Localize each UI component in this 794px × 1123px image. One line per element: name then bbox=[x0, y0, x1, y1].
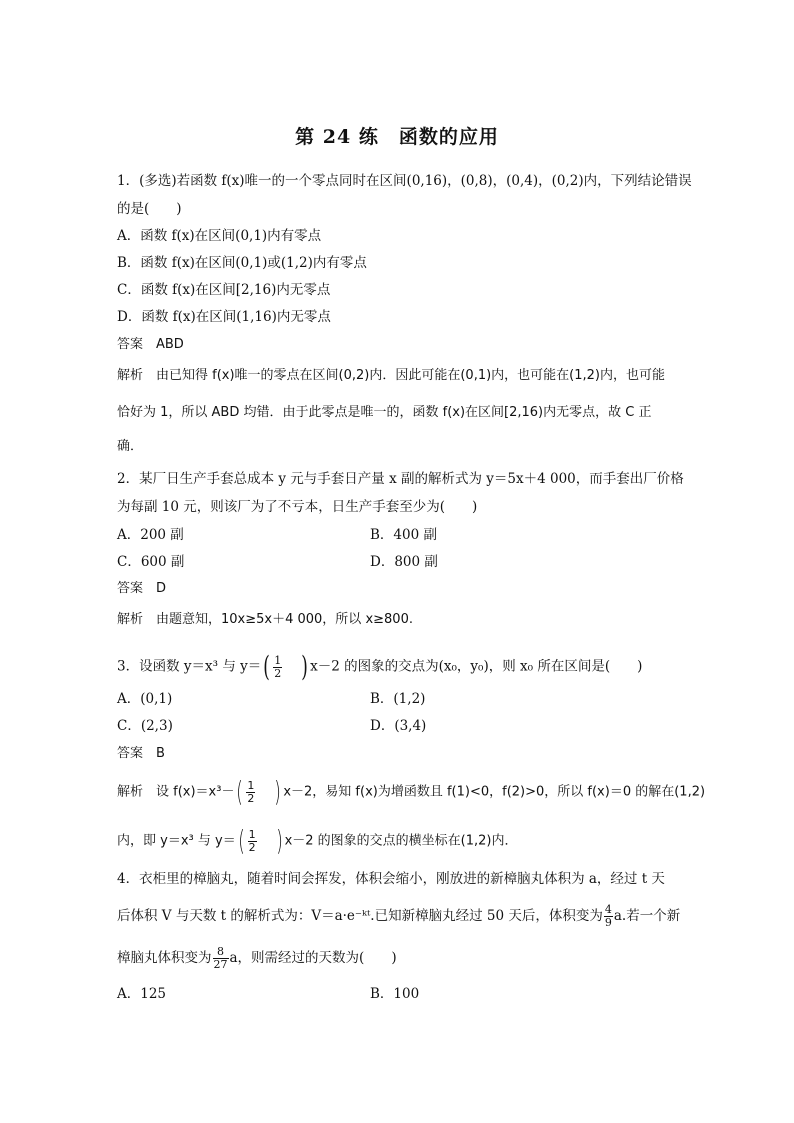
q3-explain1-fraction bbox=[246, 780, 255, 805]
q3-explain-line1 bbox=[117, 777, 705, 807]
q4-stem2-part2: a.若一个新 bbox=[613, 908, 681, 924]
fraction-numerator: 1 bbox=[274, 653, 282, 667]
q2-option-d: D．800 副 bbox=[370, 554, 438, 570]
left-paren: ( bbox=[236, 775, 244, 808]
q4-fraction-4-9 bbox=[604, 904, 613, 929]
q2-option-c: C．600 副 bbox=[117, 554, 185, 570]
q4-stem-line3 bbox=[117, 946, 397, 971]
q1-option-a: A．函数 f(x)在区间(0,1)内有零点 bbox=[117, 228, 322, 244]
q3-option-d: D．(3,4) bbox=[370, 718, 427, 734]
fraction-numerator: 1 bbox=[248, 827, 256, 841]
q2-option-a: A．200 副 bbox=[117, 527, 184, 543]
right-paren: ) bbox=[301, 650, 308, 683]
q3-explain1-part2: x－2，易知 f(x)为增函数且 f(1)<0，f(2)>0，所以 f(x)＝0 的解在(1,2) bbox=[283, 784, 706, 800]
left-paren: ( bbox=[263, 650, 270, 683]
fraction-numerator: 8 bbox=[213, 946, 229, 959]
q3-stem bbox=[117, 652, 642, 682]
q1-stem-line1: 1．(多选)若函数 f(x)唯一的一个零点同时在区间(0,16)，(0,8)，(0,4)，(0,2)内，下列结论错误 bbox=[117, 173, 692, 189]
q3-option-b: B．(1,2) bbox=[370, 691, 426, 707]
fraction-denominator: 2 bbox=[248, 840, 256, 854]
q3-option-a: A．(0,1) bbox=[117, 691, 173, 707]
q4-stem-line2 bbox=[117, 904, 680, 929]
q1-stem-line2: 的是( ) bbox=[117, 201, 182, 217]
q2-answer: 答案 D bbox=[117, 581, 167, 596]
q3-stem-part1: 3．设函数 y＝x³ 与 y＝ bbox=[117, 658, 262, 675]
page-title: 第 24 练 函数的应用 bbox=[295, 126, 499, 148]
q1-explain-line1: 解析 由已知得 f(x)唯一的零点在区间(0,2)内．因此可能在(0,1)内，也可能在(1,2)内，也可能 bbox=[117, 368, 666, 383]
q4-fraction-8-27 bbox=[213, 946, 229, 971]
q1-explain-line3: 确． bbox=[117, 439, 144, 454]
q1-option-b: B．函数 f(x)在区间(0,1)或(1,2)内有零点 bbox=[117, 255, 367, 271]
fraction-denominator: 9 bbox=[604, 916, 612, 929]
q4-option-b: B．100 bbox=[370, 986, 420, 1002]
q4-stem3-part1: 樟脑丸体积变为 bbox=[117, 950, 212, 966]
q3-explain1-part1: 解析 设 f(x)＝x³－ bbox=[117, 784, 235, 800]
fraction-denominator: 2 bbox=[247, 791, 255, 805]
q2-stem-line2: 为每副 10 元，则该厂为了不亏本，日生产手套至少为( ) bbox=[117, 499, 478, 515]
q3-option-c: C．(2,3) bbox=[117, 718, 173, 734]
q3-answer: 答案 B bbox=[117, 746, 165, 761]
fraction-denominator: 27 bbox=[213, 958, 228, 971]
q1-answer: 答案 ABD bbox=[117, 337, 184, 352]
q4-stem-line1: 4．衣柜里的樟脑丸，随着时间会挥发，体积会缩小，刚放进的新樟脑丸体积为 a，经过 t 天 bbox=[117, 871, 665, 887]
q3-explain2-part1: 内，即 y＝x³ 与 y＝ bbox=[117, 833, 236, 849]
q1-option-c: C．函数 f(x)在区间[2,16)内无零点 bbox=[117, 282, 331, 298]
fraction-numerator: 4 bbox=[604, 903, 612, 916]
fraction-numerator: 1 bbox=[247, 778, 255, 792]
q1-explain-line2: 恰好为 1，所以 ABD 均错．由于此零点是唯一的，函数 f(x)在区间[2,16)内无零点，故 C 正 bbox=[117, 405, 652, 420]
q3-explain2-part2: x－2 的图象的交点的横坐标在(1,2)内． bbox=[284, 833, 518, 849]
left-paren: ( bbox=[237, 824, 245, 857]
q2-option-b: B．400 副 bbox=[370, 527, 437, 543]
q4-stem2-part1: 后体积 V 与天数 t 的解析式为：V＝a·e⁻ᵏᵗ.已知新樟脑丸经过 50 天后，体积变为 bbox=[117, 908, 603, 924]
q2-stem-line1: 2．某厂日生产手套总成本 y 元与手套日产量 x 副的解析式为 y＝5x＋4 000，而手套出厂价格 bbox=[117, 471, 684, 487]
q3-explain2-fraction bbox=[248, 829, 257, 854]
q3-fraction bbox=[273, 655, 282, 680]
q2-explain: 解析 由题意知，10x≥5x＋4 000，所以 x≥800. bbox=[117, 612, 413, 627]
right-paren: ) bbox=[274, 775, 282, 808]
q3-explain-line2 bbox=[117, 826, 518, 856]
q3-stem-part2: x－2 的图象的交点为(x₀，y₀)，则 x₀ 所在区间是( ) bbox=[310, 658, 643, 675]
fraction-denominator: 2 bbox=[274, 666, 282, 680]
q4-stem3-part2: a，则需经过的天数为( ) bbox=[229, 950, 397, 966]
right-paren: ) bbox=[275, 824, 283, 857]
q4-option-a: A．125 bbox=[117, 986, 167, 1002]
q1-option-d: D．函数 f(x)在区间(1,16)内无零点 bbox=[117, 309, 331, 325]
